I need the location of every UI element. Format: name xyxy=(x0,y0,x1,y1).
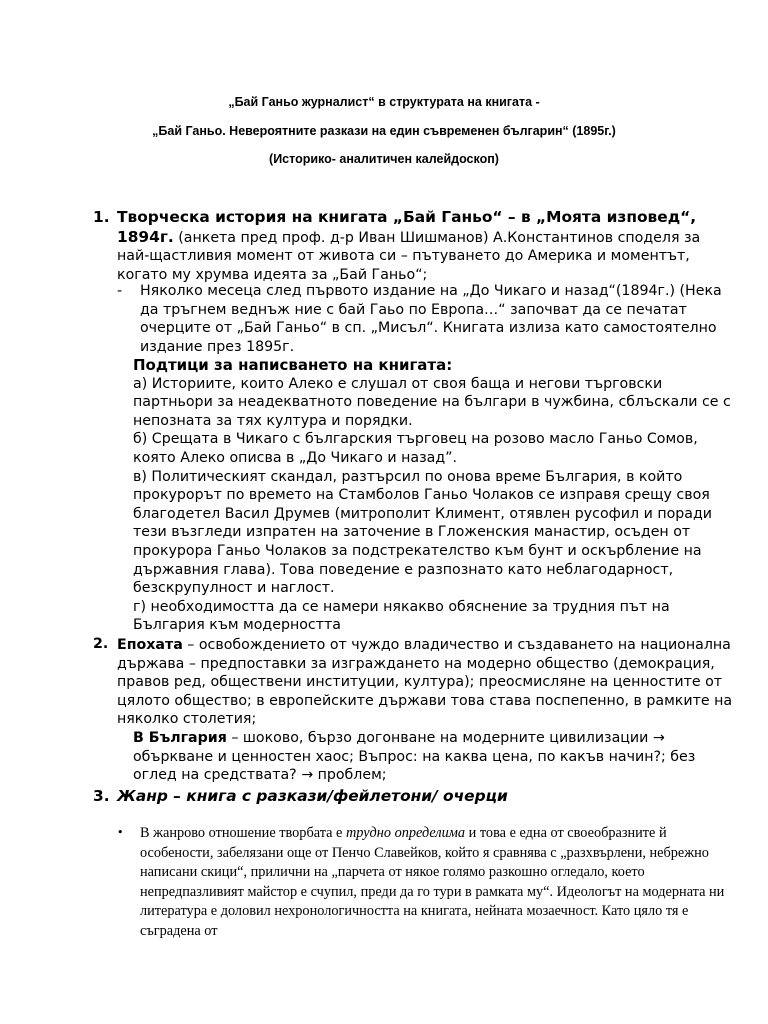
section-3-number: 3. xyxy=(93,787,110,805)
motive-a: а) Историите, които Алеко е слушал от своя баща и негови търговски партньори за неадекватното поведение на българи в чужбина, сблъскали се с непозната за тях култура и порядки. xyxy=(133,375,731,429)
bullet-text-after: и това е една от своеобразните й особености, забелязани още от Пенчо Славейков, който я сравнява с „разхвърлени, небрежно написани скици“, прилични на „парчета от някое голямо разкошно огледало, което непредпазливият майстор е счупил, преди да го тури в рамката му“. Идеологът на модерната ни литература е доловил нехронологичността на книгата, нейната мозаечност. Като цяло тя е съградена от xyxy=(140,825,725,939)
section-1-heading: Творческа история на книгата „Бай Ганьо“ – в „Моята изповед“, 1894г. xyxy=(117,208,697,246)
section-2-paragraph xyxy=(117,636,742,729)
motive-c: в) Политическият скандал, разтърсил по онова време България, в който прокурорът по времето на Стамболов Ганьо Чолаков се изправя срещу своя благодетел Васил Друмев (митрополит Климент, отявлен русофил и поради тези възгледи изпратен на заточение в Гложенския манастир, осъден от прокурора Ганьо Чолаков за подстрекателство към бунт и оскърбление на държавния глава). Това поведение е разпознато като неблагодарност, безскрупулност и наглост. xyxy=(133,468,712,597)
section-3-heading: Жанр – книга с разкази/фейлетони/ очерци xyxy=(117,787,508,805)
section-1-text: (анкета пред проф. д-р Иван Шишманов) А.Константинов споделя за най-щастливия момент от живота си – пътуването до Америка и моментът, когато му хрумва идеята за „Бай Ганьо“; xyxy=(117,229,701,283)
title-line-2: „Бай Ганьо. Невероятните разкази на един съвременен българин“ (1895г.) xyxy=(152,124,616,138)
section-2-sub-text: – шоково, бързо догонване на модерните цивилизации → объркване и ценностен хаос; Въпрос: на каква цена, по какъв начин?; без оглед на средствата? → проблем; xyxy=(133,730,696,784)
section-2-sub-heading: В България xyxy=(133,730,227,746)
title-line-1: „Бай Ганьо журналист“ в структурата на книгата - xyxy=(228,95,540,109)
dash-marker: - xyxy=(117,283,123,299)
bullet-text-before: В жанрово отношение творбата е xyxy=(140,825,346,841)
section-1-sub-item: Няколко месеца след първото издание на „До Чикаго и назад“(1894г.) (Нека да тръгнем веднъж ние с бай Гаьо по Европа…“ започват да се печатат очерците от „Бай Ганьо“ в сп. „Мисъл“. Книгата излиза като самостоятелно издание през 1895г. xyxy=(140,283,722,355)
bullet-marker: • xyxy=(117,826,124,839)
section-2-text: – освобождението от чуждо владичество и създаването на национална държава – предпоставки за изграждането на модерно общество (демокрация, правов ред, обществени институции, култура); преосмисляне на ценностите от цялото общество; в европейските държави това става поспепенно, в рамките на няколко столетия; xyxy=(117,637,733,728)
motives-title: Подтици за написването на книгата: xyxy=(133,356,453,374)
section-1-number: 1. xyxy=(93,208,110,226)
bullet-paragraph xyxy=(140,824,740,942)
bullet-italic-phrase: трудно определима xyxy=(345,825,466,841)
motives-block xyxy=(133,356,743,635)
motive-d: г) необходимостта да се намери някакво обяснение за трудния път на България към модерността xyxy=(133,598,670,634)
section-1-paragraph xyxy=(117,208,737,284)
title-line-3: (Историко- аналитичен калейдоскоп) xyxy=(269,152,499,166)
section-2-number: 2. xyxy=(93,636,109,652)
section-2-heading: Епохата xyxy=(117,637,183,653)
motive-b: б) Срещата в Чикаго с българския търговец на розово масло Ганьо Сомов, която Алеко описва в „До Чикаго и назад”. xyxy=(133,431,698,466)
section-2-sub-paragraph xyxy=(133,729,743,785)
